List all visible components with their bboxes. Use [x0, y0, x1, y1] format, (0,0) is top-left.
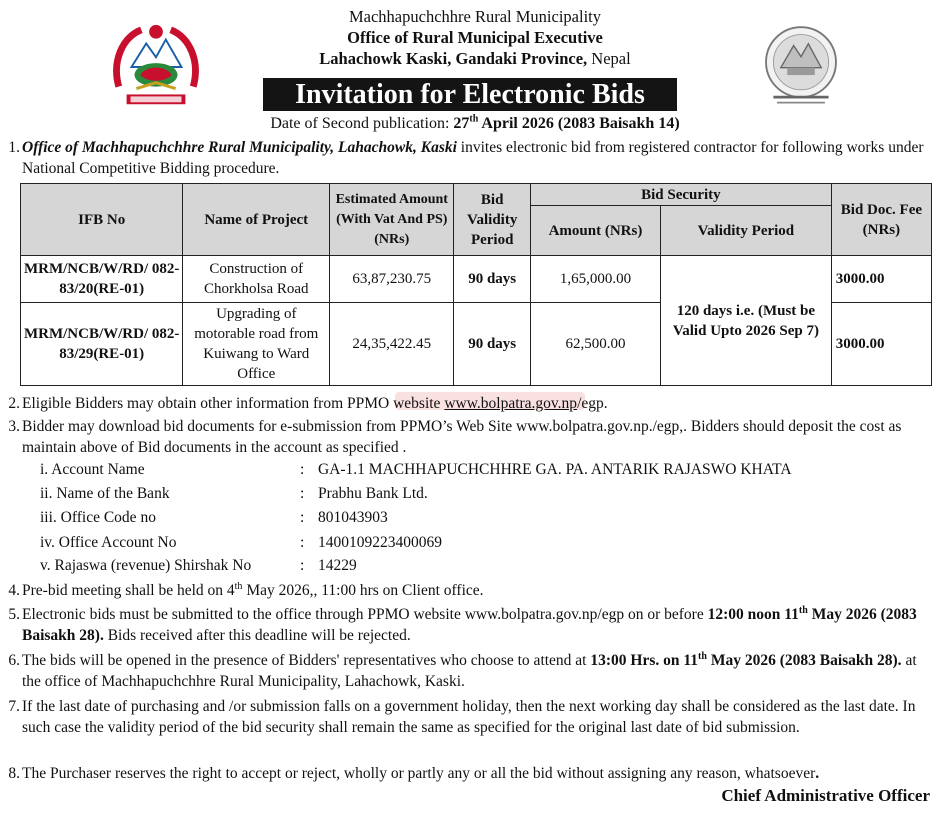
security-validity-cell: 120 days i.e. (Must be Valid Upto 2026 Sep 7)	[660, 256, 831, 386]
bid-table	[20, 183, 932, 386]
municipality-seal-logo	[755, 18, 847, 110]
header-bid-validity: Bid Validity Period	[454, 184, 531, 256]
clause-5: 5. Electronic bids must be submitted to the office through PPMO website www.bolpatra.gov.np/egp on or before 12:00 noon 11th May 2026 (2083 Baisakh 28). Bids received after this deadline will be rejected.	[8, 604, 917, 644]
notice-title: Invitation for Electronic Bids	[263, 78, 677, 111]
amount-cell: 63,87,230.75	[330, 256, 454, 303]
clause-8: 8. The Purchaser reserves the right to accept or reject, wholly or partly any or all the bid without assigning any reason, whatsoever.	[8, 765, 820, 782]
header-security-validity: Validity Period	[660, 206, 831, 256]
office-name: Office of Rural Municipal Executive	[347, 28, 603, 47]
publication-date: Date of Second publication: 27th April 2026 (2083 Baisakh 14)	[270, 113, 680, 132]
header-project: Name of Project	[183, 184, 330, 256]
fee-cell: 3000.00	[831, 303, 931, 386]
ppmo-link[interactable]: www.bolpatra.gov.np	[444, 395, 578, 412]
clause-2: 2. Eligible Bidders may obtain other information from PPMO website www.bolpatra.gov.np/egp.	[8, 395, 608, 412]
header-security-amount: Amount (NRs)	[530, 206, 660, 256]
validity-cell: 90 days	[454, 256, 531, 303]
header-doc-fee: Bid Doc. Fee (NRs)	[831, 184, 931, 256]
clause-3: 3. Bidder may download bid documents for e-submission from PPMO’s Web Site www.bolpatra.gov.np./egp,. Bidders should deposit the cost as maintain above of Bid documents in the account as specified .	[8, 418, 902, 456]
amount-cell: 24,35,422.45	[330, 303, 454, 386]
office-address: Lahachowk Kaski, Gandaki Province, Nepal	[319, 49, 631, 68]
nepal-emblem-logo	[107, 18, 205, 116]
security-amount-cell: 62,500.00	[530, 303, 660, 386]
clause-4: 4. Pre-bid meeting shall be held on 4th May 2026,, 11:00 hrs on Client office.	[8, 580, 484, 599]
project-cell: Upgrading of motorable road from Kuiwang to Ward Office	[183, 303, 330, 386]
fee-cell: 3000.00	[831, 256, 931, 303]
security-amount-cell: 1,65,000.00	[530, 256, 660, 303]
ifb-cell: MRM/NCB/W/RD/ 082-83/20(RE-01)	[21, 256, 183, 303]
validity-cell: 90 days	[454, 303, 531, 386]
signature-title: Chief Administrative Officer	[721, 786, 930, 805]
clause-6: 6. The bids will be opened in the presence of Bidders' representatives who choose to attend at 13:00 Hrs. on 11th May 2026 (2083 Baisakh 28). at the office of Machhapuchchhre Rural Municipality, Lahachowk, Kaski.	[8, 650, 917, 690]
municipality-name: Machhapuchchhre Rural Municipality	[348, 7, 601, 26]
clause-7: 7. If the last date of purchasing and /or submission falls on a government holiday, then the next working day shall be considered as the last date. In such case the validity period of the bid security shall remain the same as specified for the original last date of bid submission.	[8, 698, 916, 736]
project-cell: Construction of Chorkholsa Road	[183, 256, 330, 303]
header-estimated-amount: Estimated Amount (With Vat And PS) (NRs)	[330, 184, 454, 256]
clause-1: 1. Office of Machhapuchchhre Rural Municipality, Lahachowk, Kaski invites electronic bid from registered contractor for following works under National Competitive Bidding procedure.	[8, 139, 924, 177]
header-ifb: IFB No	[21, 184, 183, 256]
table-row	[21, 256, 932, 303]
header-bid-security: Bid Security	[530, 184, 831, 206]
ifb-cell: MRM/NCB/W/RD/ 082-83/29(RE-01)	[21, 303, 183, 386]
